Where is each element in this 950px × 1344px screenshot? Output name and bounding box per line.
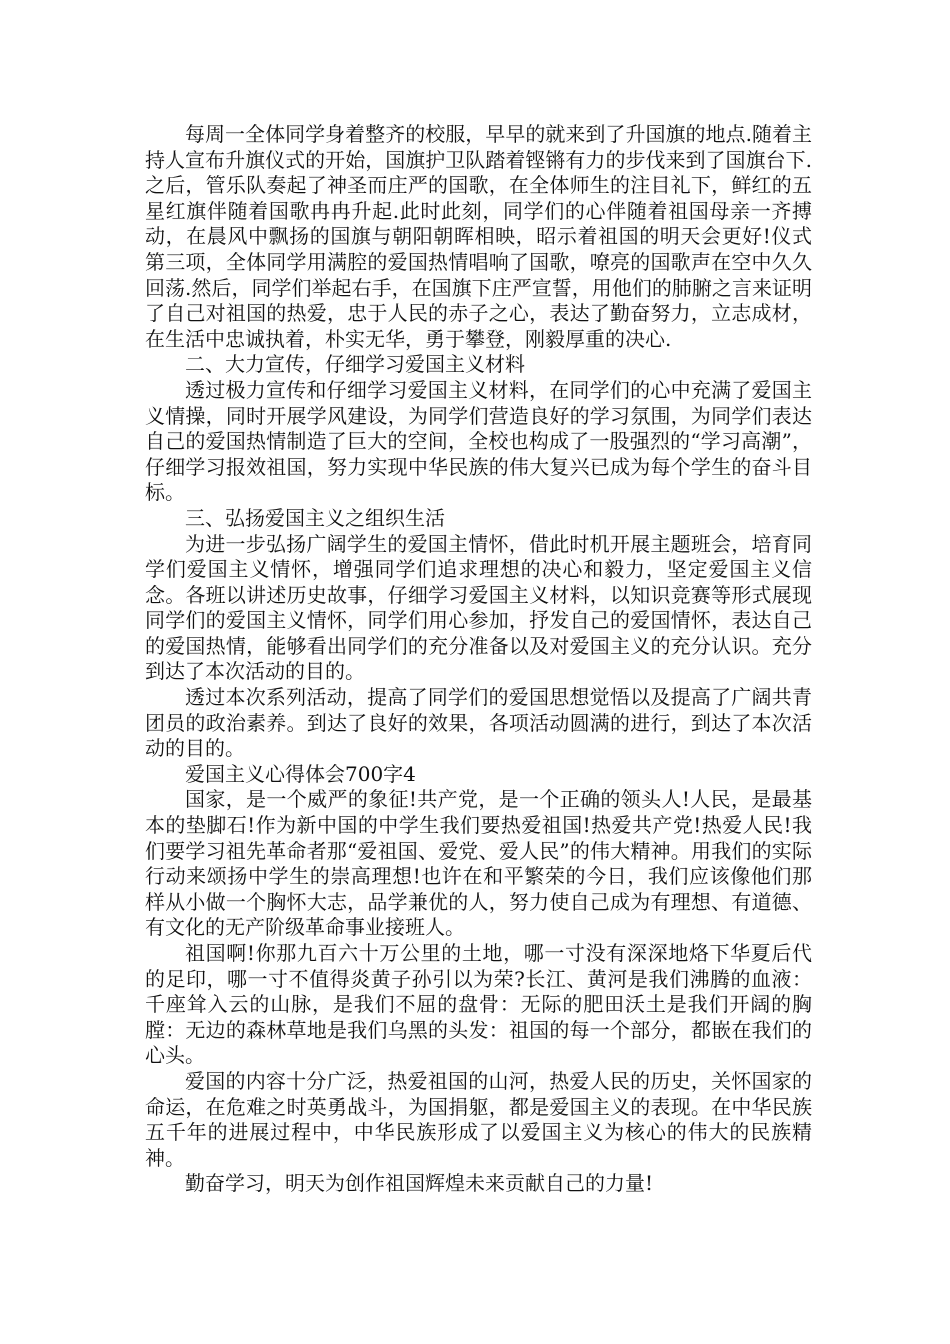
paragraph-patriotism: 爱国的内容十分广泛，热爱祖国的山河，热爱人民的历史，关怀国家的命运，在危难之时英勇战斗，为国捐躯，都是爱国主义的表现。在中华民族五千年的进展过程中，中华民族形成了以爱国主义为核心的伟大的民族精神。 — [145, 1068, 812, 1170]
essay-title-4: 爱国主义心得体会700字4 — [185, 761, 416, 786]
section-heading-organization: 三、弘扬爱国主义之组织生活 — [185, 505, 445, 530]
section-heading-publicity: 二、大力宣传，仔细学习爱国主义材料 — [185, 352, 525, 377]
paragraph-class-meeting: 为进一步弘扬广阔学生的爱国主情怀，借此时机开展主题班会，培育同学们爱国主义情怀，增强同学们追求理想的决心和毅力，坚定爱国主义信念。各班以讲述历史故事，仔细学习爱国主义材料，以知识竞赛等形式展现同学们的爱国主义情怀，同学们用心参加，抒发自己的爱国情怀，表达自己的爱国热情，能够看出同学们的充分准备以及对爱国主义的充分认识。充分到达了本次活动的目的。 — [145, 531, 812, 684]
paragraph-nation: 国家，是一个威严的象征!共产党，是一个正确的领头人!人民，是最基本的垫脚石!作为新中国的中学生我们要热爱祖国!热爱共产党!热爱人民!我们要学习祖先革命者那“爱祖国、爱党、爱人民”的伟大精神。用我们的实际行动来颂扬中学生的崇高理想!也许在和平繁荣的今日，我们应该像他们那样从小做一个胸怀大志，品学兼优的人，努力使自己成为有理想、有道德、有文化的无产阶级革命事业接班人。 — [145, 787, 812, 940]
paragraph-motherland: 祖国啊!你那九百六十万公里的土地，哪一寸没有深深地烙下华夏后代的足印，哪一寸不值得炎黄子孙引以为荣?长江、黄河是我们沸腾的血液：千座耸入云的山脉，是我们不屈的盘骨：无际的肥田沃土是我们开阔的胸膛：无边的森林草地是我们乌黑的头发：祖国的每一个部分，都嵌在我们的心头。 — [145, 941, 812, 1068]
document-body — [145, 122, 812, 1197]
paragraph-flag-ceremony: 每周一全体同学身着整齐的校服，早早的就来到了升国旗的地点.随着主持人宣布升旗仪式的开始，国旗护卫队踏着铿锵有力的步伐来到了国旗台下.之后，管乐队奏起了神圣而庄严的国歌，在全体师生的注目礼下，鲜红的五星红旗伴随着国歌冉冉升起.此时此刻，同学们的心伴随着祖国母亲一齐搏动，在晨风中飘扬的国旗与朝阳朝晖相映，昭示着祖国的明天会更好!仪式第三项，全体同学用满腔的爱国热情唱响了国歌，嘹亮的国歌声在空中久久回荡.然后，同学们举起右手，在国旗下庄严宣誓，用他们的肺腑之言来证明了自己对祖国的热爱，忠于人民的赤子之心，表达了勤奋努力，立志成材，在生活中忠诚执着，朴实无华，勇于攀登，刚毅厚重的决心. — [145, 122, 812, 351]
paragraph-publicity: 透过极力宣传和仔细学习爱国主义材料，在同学们的心中充满了爱国主义情操，同时开展学风建设，为同学们营造良好的学习氛围，为同学们表达自己的爱国热情制造了巨大的空间，全校也构成了一股强烈的“学习高潮”，仔细学习报效祖国，努力实现中华民族的伟大复兴已成为每个学生的奋斗目标。 — [145, 377, 812, 505]
paragraph-activity-summary: 透过本次系列活动，提高了同学们的爱国思想觉悟以及提高了广阔共青团员的政治素养。到达了良好的效果，各项活动圆满的进行，到达了本次活动的目的。 — [145, 685, 812, 761]
paragraph-closing: 勤奋学习，明天为创作祖国辉煌未来贡献自己的力量! — [185, 1171, 654, 1196]
